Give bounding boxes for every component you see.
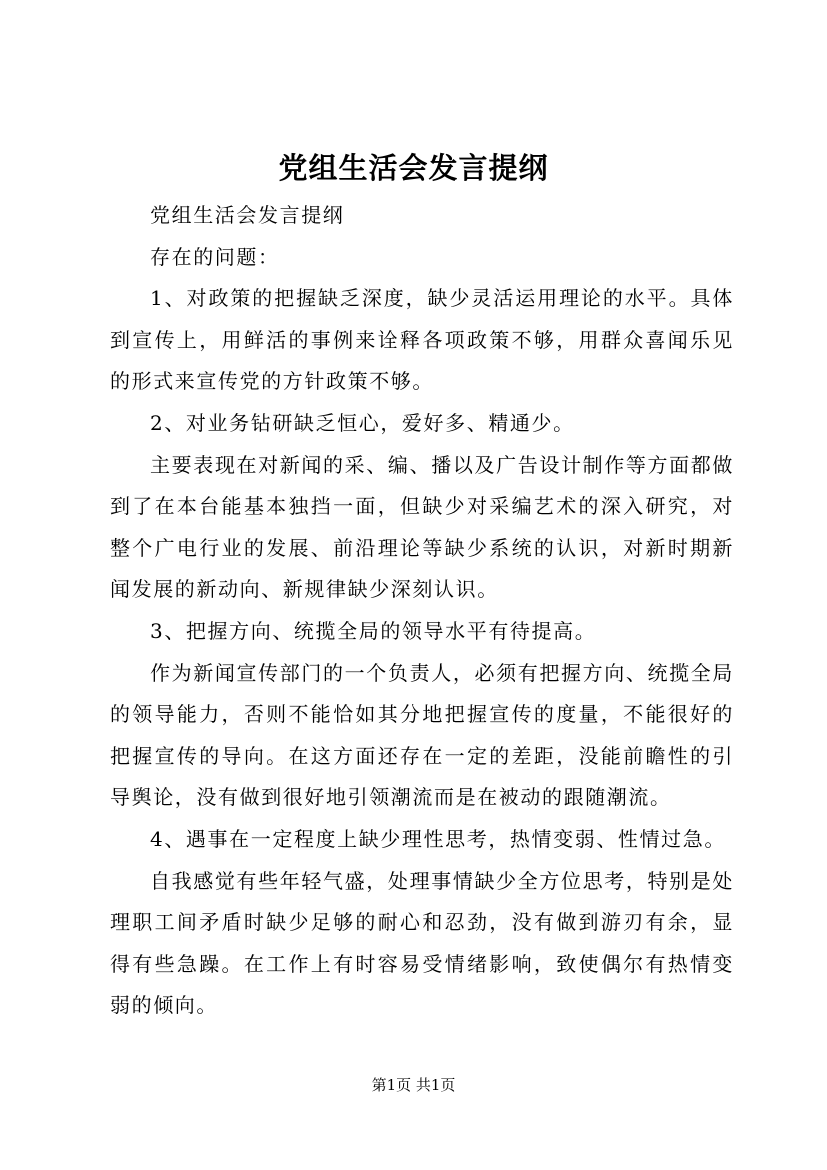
paragraph-item-4-detail: 自我感觉有些年轻气盛，处理事情缺少全方位思考，特别是处理职工间矛盾时缺少足够的耐心和忍劲，没有做到游刃有余，显得有些急躁。在工作上有时容易受情绪影响，致使偶尔有热情变弱的倾向。: [110, 868, 734, 1018]
paragraph-item-4: 4、遇事在一定程度上缺少理性思考，热情变弱、性情过急。: [150, 826, 726, 851]
document-title: 党组生活会发言提纲: [278, 151, 549, 185]
paragraph-item-2-detail: 主要表现在对新闻的采、编、播以及广告设计制作等方面都做到了在本台能基本独挡一面，但缺少对采编艺术的深入研究，对整个广电行业的发展、前沿理论等缺少系统的认识，对新时期新闻发展的新动向、新规律缺少深刻认识。: [110, 452, 734, 602]
paragraph-subtitle: 党组生活会发言提纲: [150, 203, 345, 227]
paragraph-item-2: 2、对业务钻研缺乏恒心，爱好多、精通少。: [150, 410, 575, 435]
paragraph-item-3: 3、把握方向、统揽全局的领导水平有待提高。: [150, 618, 597, 643]
paragraph-item-1: 1、对政策的把握缺乏深度，缺少灵活运用理论的水平。具体到宣传上，用鲜活的事例来诠释各项政策不够，用群众喜闻乐见的形式来宣传党的方针政策不够。: [110, 286, 734, 394]
page-footer: 第1页 共1页: [371, 1076, 456, 1094]
paragraph-item-3-detail: 作为新闻宣传部门的一个负责人，必须有把握方向、统揽全局的领导能力，否则不能恰如其分地把握宣传的度量，不能很好的把握宣传的导向。在这方面还存在一定的差距，没能前瞻性的引导舆论，没有做到很好地引领潮流而是在被动的跟随潮流。: [110, 660, 734, 810]
document-body: [110, 195, 734, 1027]
paragraph-problems-heading: 存在的问题：: [150, 244, 280, 269]
